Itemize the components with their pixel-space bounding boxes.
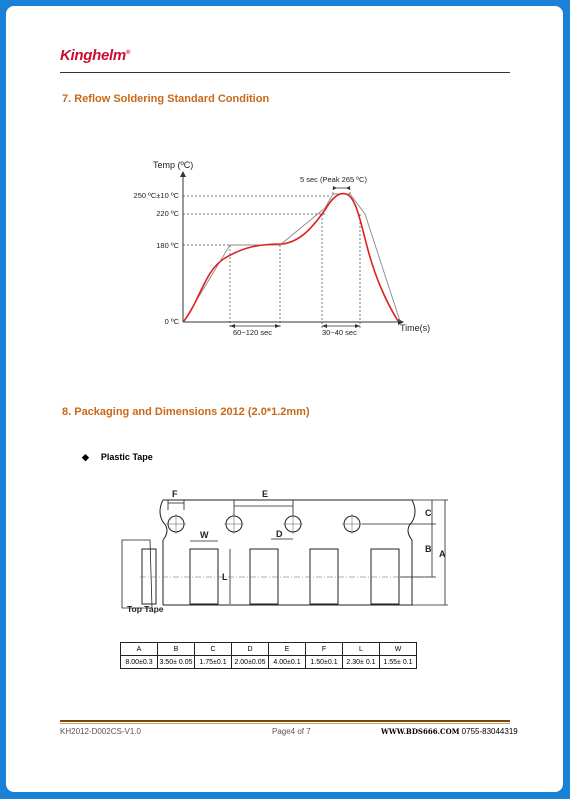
footer-doc-id: KH2012-D002CS-V1.0 xyxy=(60,727,141,736)
footer-phone: 0755-83044319 xyxy=(459,727,518,736)
label-f: F xyxy=(172,489,178,499)
table-cell: 1.75±0.1 xyxy=(195,656,232,669)
pocket xyxy=(310,549,338,604)
table-header-cell: L xyxy=(343,643,380,656)
footer-page-number: Page4 of 7 xyxy=(272,727,311,736)
table-header-cell: C xyxy=(195,643,232,656)
table-cell: 2.00±0.05 xyxy=(232,656,269,669)
brand-logo: Kinghelm® xyxy=(60,47,131,64)
top-tape-label: Top Tape xyxy=(127,604,164,614)
label-l: L xyxy=(222,572,228,582)
label-c: C xyxy=(425,508,432,518)
peak-note: 5 sec (Peak 265 ºC) xyxy=(300,175,367,184)
tick-label-0: 0 ºC xyxy=(164,317,179,326)
section-7-title: 7. Reflow Soldering Standard Condition xyxy=(62,93,270,105)
footer-website[interactable]: WWW.BDS666.COM xyxy=(381,727,460,736)
tick-label-250: 250 ºC±10 ºC xyxy=(133,191,179,200)
preheat-span-label: 60~120 sec xyxy=(233,328,272,337)
pocket xyxy=(190,549,218,604)
bullet-plastic-tape: ◆ Plastic Tape xyxy=(82,452,153,462)
tick-label-180: 180 ºC xyxy=(156,241,179,250)
label-w: W xyxy=(200,530,209,540)
footer-divider xyxy=(60,720,510,722)
label-e: E xyxy=(262,489,269,499)
table-header-row xyxy=(121,643,417,656)
table-cell: 2.30± 0.1 xyxy=(343,656,380,669)
pocket xyxy=(371,549,399,604)
section-8-title: 8. Packaging and Dimensions 2012 (2.0*1.2mm) xyxy=(62,406,310,418)
x-axis-label: Time(s) xyxy=(400,323,431,333)
table-cell: 1.55± 0.1 xyxy=(380,656,417,669)
table-header-cell: F xyxy=(306,643,343,656)
table-header-cell: B xyxy=(158,643,195,656)
label-d: D xyxy=(276,529,283,539)
table-header-cell: A xyxy=(121,643,158,656)
pocket xyxy=(250,549,278,604)
reflow-span-label: 30~40 sec xyxy=(322,328,357,337)
table-cell: 4.00±0.1 xyxy=(269,656,306,669)
table-cell: 8.00±0.3 xyxy=(121,656,158,669)
table-cell: 1.50±0.1 xyxy=(306,656,343,669)
y-axis-label: Temp (ºC) xyxy=(153,160,194,170)
pocket xyxy=(142,549,156,604)
tape-outline xyxy=(163,500,415,605)
table-row xyxy=(121,656,417,669)
table-header-cell: E xyxy=(269,643,306,656)
diamond-bullet-icon: ◆ xyxy=(82,452,89,462)
tick-label-220: 220 ºC xyxy=(156,209,179,218)
table-cell: 3.50± 0.05 xyxy=(158,656,195,669)
label-a: A xyxy=(439,549,446,559)
table-header-cell: D xyxy=(232,643,269,656)
table-header-cell: W xyxy=(380,643,417,656)
dimensions-table xyxy=(120,642,417,669)
label-b: B xyxy=(425,544,432,554)
footer-divider-thin xyxy=(60,723,510,724)
top-tape-outline xyxy=(122,540,152,608)
footer-contact xyxy=(381,727,518,736)
